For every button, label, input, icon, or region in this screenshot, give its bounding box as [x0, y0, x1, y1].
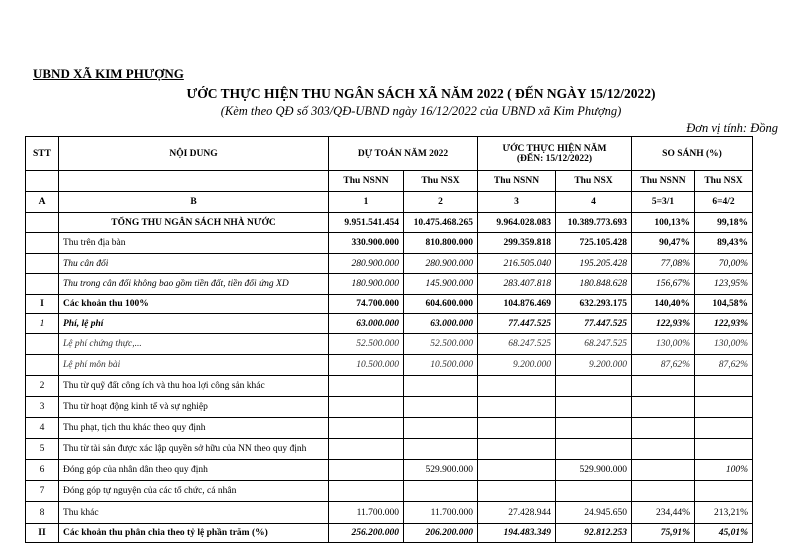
row-label: Thu phạt, tịch thu khác theo quy định [59, 418, 329, 439]
row-stt: 8 [26, 502, 59, 524]
table-row [26, 355, 753, 376]
amount-cell: 604.600.000 [404, 295, 478, 314]
amount-cell [556, 376, 632, 397]
table-row [26, 213, 753, 233]
percent-cell: 156,67% [632, 274, 695, 295]
amount-cell: 9.200.000 [478, 355, 556, 376]
code-cell: 2 [404, 192, 478, 213]
row-stt [26, 274, 59, 295]
amount-cell: 68.247.525 [478, 334, 556, 355]
amount-cell [404, 481, 478, 502]
amount-cell: 10.389.773.693 [556, 213, 632, 233]
table-body [26, 213, 753, 543]
amount-cell: 74.700.000 [329, 295, 404, 314]
header-sub: Thu NSX [556, 171, 632, 192]
row-stt: I [26, 295, 59, 314]
amount-cell: 104.876.469 [478, 295, 556, 314]
row-stt [26, 334, 59, 355]
amount-cell: 206.200.000 [404, 524, 478, 543]
row-stt: II [26, 524, 59, 543]
percent-cell: 122,93% [695, 314, 753, 334]
amount-cell [478, 460, 556, 481]
amount-cell: 10.475.468.265 [404, 213, 478, 233]
table-row [26, 439, 753, 460]
row-label: Thu khác [59, 502, 329, 524]
amount-cell: 810.800.000 [404, 233, 478, 254]
percent-cell: 130,00% [632, 334, 695, 355]
amount-cell: 9.200.000 [556, 355, 632, 376]
row-stt: 3 [26, 397, 59, 418]
percent-cell: 90,47% [632, 233, 695, 254]
report-title: ƯỚC THỰC HIỆN THU NGÂN SÁCH XÃ NĂM 2022 ( ĐẾN NGÀY 15/12/2022) [186, 86, 656, 101]
percent-cell: 89,43% [695, 233, 753, 254]
percent-cell [632, 418, 695, 439]
amount-cell [404, 418, 478, 439]
table-row [26, 524, 753, 543]
percent-cell: 123,95% [695, 274, 753, 295]
percent-cell: 70,00% [695, 254, 753, 274]
table-row [26, 314, 753, 334]
amount-cell: 529.900.000 [404, 460, 478, 481]
amount-cell [478, 376, 556, 397]
amount-cell: 92.812.253 [556, 524, 632, 543]
row-stt [26, 213, 59, 233]
row-stt [26, 254, 59, 274]
percent-cell [695, 418, 753, 439]
code-cell: 4 [556, 192, 632, 213]
amount-cell: 77.447.525 [478, 314, 556, 334]
row-label: Thu từ quỹ đất công ích và thu hoa lợi công sản khác [59, 376, 329, 397]
header-sub-empty [59, 171, 329, 192]
amount-cell [556, 439, 632, 460]
row-label: TỔNG THU NGÂN SÁCH NHÀ NƯỚC [59, 213, 329, 233]
amount-cell: 195.205.428 [556, 254, 632, 274]
row-stt [26, 233, 59, 254]
header-sub: Thu NSNN [329, 171, 404, 192]
percent-cell [632, 460, 695, 481]
amount-cell [329, 397, 404, 418]
code-cell: A [26, 192, 59, 213]
row-label: Các khoản thu 100% [59, 295, 329, 314]
table-row [26, 481, 753, 502]
amount-cell [478, 418, 556, 439]
amount-cell: 632.293.175 [556, 295, 632, 314]
unit-label: Đơn vị tính: Đồng [686, 121, 778, 135]
amount-cell [329, 460, 404, 481]
amount-cell: 27.428.944 [478, 502, 556, 524]
amount-cell: 180.848.628 [556, 274, 632, 295]
percent-cell [695, 397, 753, 418]
header-sub-empty [26, 171, 59, 192]
amount-cell [404, 397, 478, 418]
amount-cell: 10.500.000 [404, 355, 478, 376]
header-sub: Thu NSNN [478, 171, 556, 192]
header-actual-line1: ƯỚC THỰC HIỆN NĂM [502, 143, 607, 154]
amount-cell: 10.500.000 [329, 355, 404, 376]
budget-table [25, 136, 753, 543]
row-stt: 7 [26, 481, 59, 502]
amount-cell [404, 376, 478, 397]
percent-cell: 87,62% [695, 355, 753, 376]
percent-cell [632, 439, 695, 460]
amount-cell: 11.700.000 [329, 502, 404, 524]
amount-cell: 9.951.541.454 [329, 213, 404, 233]
percent-cell: 100% [695, 460, 753, 481]
percent-cell [695, 439, 753, 460]
amount-cell [329, 376, 404, 397]
amount-cell [329, 418, 404, 439]
row-label: Đóng góp của nhân dân theo quy định [59, 460, 329, 481]
row-stt [26, 355, 59, 376]
amount-cell: 68.247.525 [556, 334, 632, 355]
table-row [26, 254, 753, 274]
table-row [26, 274, 753, 295]
percent-cell: 130,00% [695, 334, 753, 355]
percent-cell: 45,01% [695, 524, 753, 543]
row-label: Lệ phí chứng thực,... [59, 334, 329, 355]
row-stt: 5 [26, 439, 59, 460]
header-actual-line2: (ĐẾN: 15/12/2022) [516, 153, 593, 164]
amount-cell: 299.359.818 [478, 233, 556, 254]
amount-cell: 77.447.525 [556, 314, 632, 334]
row-label: Lệ phí môn bài [59, 355, 329, 376]
amount-cell: 52.500.000 [329, 334, 404, 355]
percent-cell [632, 376, 695, 397]
percent-cell [632, 481, 695, 502]
row-label: Thu cân đối [59, 254, 329, 274]
amount-cell: 11.700.000 [404, 502, 478, 524]
amount-cell: 283.407.818 [478, 274, 556, 295]
row-label: Thu trong cân đối không bao gồm tiền đất, tiền đổi ứng XD [59, 274, 329, 295]
header-sub: Thu NSX [695, 171, 753, 192]
percent-cell: 75,91% [632, 524, 695, 543]
table-row [26, 334, 753, 355]
amount-cell: 63.000.000 [404, 314, 478, 334]
row-label: Thu từ hoạt động kinh tế và sự nghiệp [59, 397, 329, 418]
table-row [26, 233, 753, 254]
amount-cell [556, 397, 632, 418]
percent-cell: 99,18% [695, 213, 753, 233]
amount-cell: 256.200.000 [329, 524, 404, 543]
header-stt: STT [26, 137, 59, 171]
organization-name: UBND XÃ KIM PHƯỢNG [33, 66, 184, 81]
table-row [26, 460, 753, 481]
percent-cell: 100,13% [632, 213, 695, 233]
amount-cell: 280.900.000 [404, 254, 478, 274]
row-stt: 6 [26, 460, 59, 481]
header-sub: Thu NSX [404, 171, 478, 192]
row-stt: 2 [26, 376, 59, 397]
row-stt: 4 [26, 418, 59, 439]
amount-cell: 52.500.000 [404, 334, 478, 355]
amount-cell: 216.505.040 [478, 254, 556, 274]
amount-cell: 9.964.028.083 [478, 213, 556, 233]
percent-cell: 234,44% [632, 502, 695, 524]
amount-cell [478, 439, 556, 460]
amount-cell [329, 439, 404, 460]
table-row [26, 295, 753, 314]
header-compare: SO SÁNH (%) [632, 137, 753, 171]
code-cell: 5=3/1 [632, 192, 695, 213]
table-row [26, 397, 753, 418]
code-cell: 3 [478, 192, 556, 213]
header-content: NỘI DUNG [59, 137, 329, 171]
report-subtitle: (Kèm theo QĐ số 303/QĐ-UBND ngày 16/12/2022 của UBND xã Kim Phượng) [220, 104, 622, 118]
header-estimate: DỰ TOÁN NĂM 2022 [329, 137, 478, 171]
amount-cell [556, 481, 632, 502]
amount-cell [329, 481, 404, 502]
amount-cell [556, 418, 632, 439]
percent-cell [695, 481, 753, 502]
percent-cell: 87,62% [632, 355, 695, 376]
header-sub: Thu NSNN [632, 171, 695, 192]
row-label: Thu trên địa bàn [59, 233, 329, 254]
percent-cell: 122,93% [632, 314, 695, 334]
row-label: Đóng góp tự nguyện của các tổ chức, cá nhân [59, 481, 329, 502]
amount-cell: 194.483.349 [478, 524, 556, 543]
percent-cell: 104,58% [695, 295, 753, 314]
amount-cell: 529.900.000 [556, 460, 632, 481]
row-label: Phí, lệ phí [59, 314, 329, 334]
percent-cell [632, 397, 695, 418]
header-actual [478, 137, 632, 171]
amount-cell [478, 481, 556, 502]
row-stt: 1 [26, 314, 59, 334]
percent-cell: 140,40% [632, 295, 695, 314]
amount-cell: 63.000.000 [329, 314, 404, 334]
table-row [26, 376, 753, 397]
table-row [26, 502, 753, 524]
percent-cell [695, 376, 753, 397]
row-label: Thu từ tài sản được xác lập quyền sở hữu của NN theo quy định [59, 439, 329, 460]
amount-cell: 24.945.650 [556, 502, 632, 524]
amount-cell: 280.900.000 [329, 254, 404, 274]
code-cell: B [59, 192, 329, 213]
amount-cell [404, 439, 478, 460]
code-cell: 1 [329, 192, 404, 213]
amount-cell [478, 397, 556, 418]
amount-cell: 145.900.000 [404, 274, 478, 295]
amount-cell: 180.900.000 [329, 274, 404, 295]
row-label: Các khoản thu phân chia theo tỷ lệ phần trăm (%) [59, 524, 329, 543]
percent-cell: 77,08% [632, 254, 695, 274]
table-row [26, 418, 753, 439]
amount-cell: 330.900.000 [329, 233, 404, 254]
code-cell: 6=4/2 [695, 192, 753, 213]
amount-cell: 725.105.428 [556, 233, 632, 254]
percent-cell: 213,21% [695, 502, 753, 524]
